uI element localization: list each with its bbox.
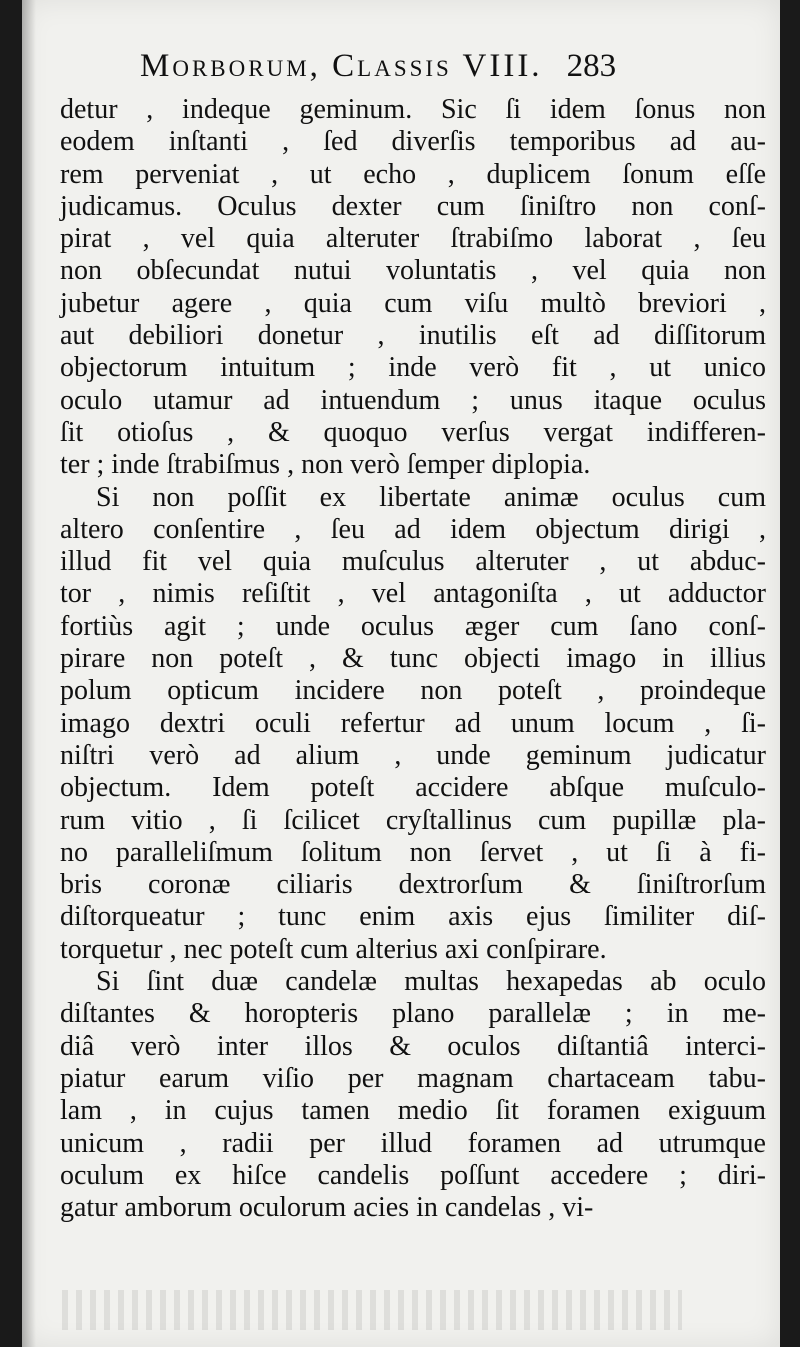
text-line: lam , in cujus tamen medio ſit foramen exiguum	[60, 1095, 766, 1127]
text-line: unicum , radii per illud foramen ad utrumque	[60, 1127, 766, 1159]
show-through-text	[62, 1290, 682, 1330]
text-line: diâ verò inter illos & oculos diſtantiâ interci-	[60, 1030, 766, 1062]
running-title: Morborum, Classis VIII.	[140, 48, 543, 84]
text-line: gatur amborum oculorum acies in candelas , vi-	[60, 1192, 594, 1224]
text-line: judicamus. Oculus dexter cum ſiniſtro non conſ-	[60, 190, 766, 222]
body-text	[60, 94, 766, 1224]
text-line: aut debiliori donetur , inutilis eſt ad diſſitorum	[60, 320, 766, 352]
text-line: ter ; inde ſtrabiſmus , non verò ſemper diplopia.	[60, 449, 591, 481]
text-line: pirare non poteſt , & tunc objecti imago in illius	[60, 643, 766, 675]
text-line: tor , nimis reſiſtit , vel antagoniſta , ut adductor	[60, 578, 766, 610]
text-line: rum vitio , ſi ſcilicet cryſtallinus cum pupillæ pla-	[60, 804, 766, 836]
text-line: Si ſint duæ candelæ multas hexapedas ab oculo	[96, 966, 766, 998]
text-line: illud fit vel quia muſculus alteruter , ut abduc-	[60, 546, 766, 578]
page-number: 283	[566, 48, 617, 84]
text-line: niſtri verò ad alium , unde geminum judicatur	[60, 739, 766, 771]
text-line: fortiùs agit ; unde oculus æger cum ſano conſ-	[60, 610, 766, 642]
text-line: detur , indeque geminum. Sic ſi idem ſonus non	[60, 94, 766, 125]
text-line: rem perveniat , ut echo , duplicem ſonum eſſe	[60, 158, 766, 190]
text-line: Si non poſſit ex libertate animæ oculus cum	[96, 481, 766, 513]
text-line: oculum ex hiſce candelis poſſunt accedere ; diri-	[60, 1159, 766, 1191]
text-line: jubetur agere , quia cum viſu multò breviori ,	[60, 287, 766, 319]
text-line: torquetur , nec poteſt cum alterius axi conſpirare.	[60, 933, 607, 965]
text-line: ſit otioſus , & quoquo verſus vergat indifferen-	[60, 416, 766, 448]
text-line: diſtorqueatur ; tunc enim axis ejus ſimiliter diſ-	[60, 901, 766, 933]
text-line: eodem inſtanti , ſed diverſis temporibus ad au-	[60, 126, 766, 158]
text-line: non obſecundat nutui voluntatis , vel quia non	[60, 255, 766, 287]
book-page	[22, 0, 780, 1347]
text-line: pirat , vel quia alteruter ſtrabiſmo laborat , ſeu	[60, 223, 766, 255]
text-line: oculo utamur ad intuendum ; unus itaque oculus	[60, 384, 766, 416]
text-line: bris coronæ ciliaris dextrorſum & ſiniſtrorſum	[60, 869, 766, 901]
running-header	[140, 48, 772, 92]
text-line: altero conſentire , ſeu ad idem objectum dirigi ,	[60, 513, 766, 545]
text-line: piatur earum viſio per magnam chartaceam tabu-	[60, 1062, 766, 1094]
text-line: imago dextri oculi refertur ad unum locum , ſi-	[60, 707, 766, 739]
text-line: objectum. Idem poteſt accidere abſque muſculo-	[60, 772, 766, 804]
text-line: objectorum intuitum ; inde verò fit , ut unico	[60, 352, 766, 384]
spine-shadow	[22, 0, 36, 1347]
text-line: polum opticum incidere non poteſt , proindeque	[60, 675, 766, 707]
text-line: diſtantes & horopteris plano parallelæ ; in me-	[60, 998, 766, 1030]
text-line: no paralleliſmum ſolitum non ſervet , ut ſi à fi-	[60, 836, 766, 868]
